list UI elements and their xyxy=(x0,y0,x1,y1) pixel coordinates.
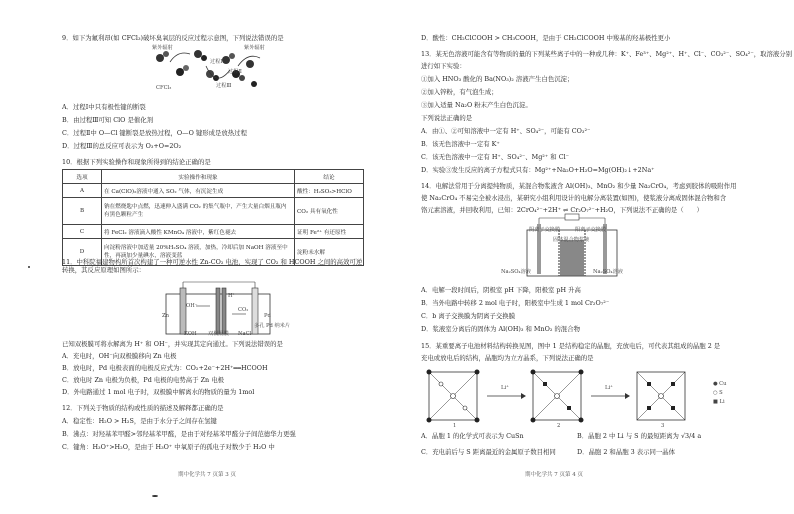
q15-legend-li: ■ Li xyxy=(713,399,725,405)
q13-option-c: C．该无色溶液中一定有 H⁺、SO₄²⁻、Mg²⁺ 和 Cl⁻ xyxy=(421,153,569,161)
q11-label-zn: Zn xyxy=(162,313,169,319)
q13-option-d: D．实验③发生反应的离子方程式只有：Mg²⁺+Na₂O+H₂O=Mg(OH)₂↓+2Na⁺ xyxy=(421,166,655,174)
q10-header-operation: 实验操作和现象 xyxy=(102,170,295,184)
q9-option-c: C．过程Ⅱ中 O—Cl 键断裂是放热过程，O—O 键形成是放热过程 xyxy=(62,129,247,137)
q15-cell-label-3: 3 xyxy=(661,423,665,429)
q11-option-d: D．外电路通过 1 mol 电子时，双极膜中解离水的物质的量为 1mol xyxy=(62,388,255,396)
q9-label-step1: 过程Ⅰ xyxy=(210,59,223,65)
q13-option-a: A．由①、②可知溶液中一定有 H⁺、SO₄²⁻，可能有 CO₃²⁻ xyxy=(421,127,591,135)
q15-arrow-label-1: Li⁺ xyxy=(501,385,509,391)
q15-option-b: B．晶胞 2 中 Li 与 S 的最短距离为 √3/4 a xyxy=(577,432,702,440)
q14-stem-line2: 使 Na₂CrO₄ 不易完全被水浸出，某研究小组利用设计的电解分离装置(如图)，使浆液分离成固体混合物和含 xyxy=(421,194,727,202)
q11-option-b: B．放电时，Pd 电极表面的电极反应式为：CO₂+2e⁻+2H⁺══HCOOH xyxy=(62,364,268,372)
q15-crystal-cells xyxy=(425,366,705,428)
q10-row-d-operation: 向淀粉溶液中加适量 20%H₂SO₄ 溶液，加热，冷却后加 NaOH 溶液至中性，再滴加少量碘水，溶液变蓝 xyxy=(102,239,295,266)
table-row xyxy=(63,184,364,198)
q10-row-d-conclusion: 淀粉未水解 xyxy=(295,239,364,266)
q15-cell-label-2: 2 xyxy=(557,423,561,429)
q10-header-conclusion: 结论 xyxy=(295,170,364,184)
q10-row-c-operation: 将 FeCl₂ 溶液滴入酸性 KMnO₄ 溶液中，紫红色褪去 xyxy=(102,225,295,239)
q14-option-d: D．浆液室分离后的固体为 Al(OH)₃ 和 MnO₂ 的混合物 xyxy=(421,325,580,333)
q13-step-3: ③加入适量 Na₂O 粉末产生白色沉淀。 xyxy=(421,101,532,109)
q12-option-d: D．酸性：CH₂ClCOOH > CH₃COOH，是由于 CH₂ClCOOH 中羧基的羟基极性更小 xyxy=(421,34,671,42)
q9-option-b: B．由过程Ⅲ可知 ClO 是催化剂 xyxy=(62,116,154,124)
q9-option-d: D．过程Ⅲ的总反应可表示为 O₃+O=2O₂ xyxy=(62,142,182,150)
q10-row-b-operation: 钠在燃烧匙中点燃，迅速伸入盛满 CO₂ 的集气瓶中，产生大量白烟且瓶内有黑色颗粒产生 xyxy=(102,198,295,225)
q15-arrow-label-2: Li⁺ xyxy=(605,385,613,391)
q14-label-slurry: 固体混合物浆液 xyxy=(553,237,590,243)
q9-label-uv2: 紫外辐射 xyxy=(244,45,265,51)
q11-label-h: H⁺ xyxy=(228,293,236,299)
q10-row-c-conclusion: 证明 Fe²⁺ 有还原性 xyxy=(295,225,364,239)
q11-stem: 11．中科院福建物构所首次构建了一种可逆水性 Zn-CO₂ 电池，实现了 CO₂ 和 HCOOH 之间的高效可逆转换，其反应原理如图所示： xyxy=(62,258,363,274)
q10-row-b-conclusion: CO₂ 具有氧化性 xyxy=(295,198,364,225)
q14-label-na2so4-left: Na₂SO₄溶液 xyxy=(501,269,531,275)
q13-stem-line1: 13．某无色溶液可能含有等物质的量的下列某些离子中的一种或几种：K⁺、Fe³⁺、Mg²⁺、H⁺、Cl⁻、CO₃²⁻、SO₄²⁻，取溶液分别 xyxy=(421,50,793,58)
q10-header-option: 选项 xyxy=(63,170,102,184)
q13-ask: 下列说法正确的是 xyxy=(421,114,473,122)
q13-option-b: B．该无色溶液中一定有 K⁺ xyxy=(421,140,500,148)
q11-label-oh: OH⁻ xyxy=(186,303,198,309)
q15-stem-line1: 15．某重要离子电池材料结构转换见图，图中 1 是结构稳定的晶胞，充放电后，可代表其组成的晶胞 2 是 xyxy=(421,342,721,350)
q10-row-a-option: A xyxy=(63,184,102,198)
q14-option-b: B．当外电路中转移 2 mol 电子时，阳极室中生成 1 mol Cr₂O₇²⁻ xyxy=(421,299,610,307)
q11-label-koh: KOH xyxy=(184,331,197,337)
right-page xyxy=(397,0,794,514)
q14-stem-line3: 铬元素溶液，并回收利用，已知：2CrO₄²⁻+2H⁺ ⇌ Cr₂O₇²⁻+H₂O，下列说法不正确的是（ ） xyxy=(421,206,703,214)
q11-label-co2: CO₂ xyxy=(238,307,249,313)
q10-table xyxy=(62,169,364,266)
q10-row-b-option: B xyxy=(63,198,102,225)
q9-label-uv1: 紫外辐射 xyxy=(152,45,173,51)
q11-note: 已知双极膜可将水解离为 H⁺ 和 OH⁻，并实现其定向通过。下列说法错误的是 xyxy=(62,340,283,348)
q10-stem: 10．根据下列实验操作和现象所得到的结论正确的是 xyxy=(62,158,211,166)
table-row xyxy=(63,198,364,225)
q12-option-c: C．键角：H₃O⁺>H₂O，是由于 H₃O⁺ 中氧原子的孤电子对数少于 H₂O 中 xyxy=(62,443,275,451)
q14-option-c: C．b 离子交换膜为阴离子交换膜 xyxy=(421,312,516,320)
q15-legend-cu: ● Cu xyxy=(713,381,727,387)
q14-label-anion-membrane: 阴离子交换膜 xyxy=(529,227,561,233)
q14-option-a: A．电解一段时间后，阴极室 pH 下降，阳极室 pH 升高 xyxy=(421,286,581,294)
q9-label-step2: 过程Ⅱ xyxy=(228,69,242,75)
q13-step-1: ①加入 HNO₃ 酸化的 Ba(NO₃)₂ 溶液产生白色沉淀； xyxy=(421,75,574,83)
q10-table-header xyxy=(63,170,364,184)
q15-option-c: C．充电前后与 S 距离最近的金属原子数目相同 xyxy=(421,448,556,456)
table-row xyxy=(63,225,364,239)
q14-label-na2so4-right: Na₂SO₄溶液 xyxy=(593,269,623,275)
q11-label-pd: Pd xyxy=(264,313,271,319)
left-page-footer: 期中化学共 7 页第 3 页 xyxy=(178,472,236,478)
q13-step-2: ②加入锌粉，有气泡生成； xyxy=(421,88,498,96)
q13-stem-line2: 进行如下实验： xyxy=(421,62,466,70)
q15-option-a: A．晶胞 1 的化学式可表示为 CuSn xyxy=(421,432,524,440)
q11-label-pd-nanosheet: 多孔 Pd 纳米片 xyxy=(254,323,291,329)
q14-label-cation-membrane: 阳离子交换膜 xyxy=(575,227,607,233)
q12-option-b: B．沸点：对羟基苯甲醛>邻羟基苯甲醛，是由于对羟基苯甲醛分子间范德华力更强 xyxy=(62,430,296,438)
q14-stem-line1: 14．电解法常用于分离提纯物质，某混合物浆液含 Al(OH)₃、MnO₂ 和少量 Na₂CrO₄，考虑到胶体的吸附作用 xyxy=(421,182,737,190)
q15-legend-s: ○ S xyxy=(713,390,723,396)
q11-label-nacl: NaCl xyxy=(238,331,252,337)
q9-label-cfcl3: CFCl₃ xyxy=(156,85,172,91)
q10-row-a-conclusion: 酸性：H₂SO₃>HClO xyxy=(295,184,364,198)
q15-stem-line2: 充电或放电后的结构，晶胞均为立方晶系，下列说法正确的是 xyxy=(421,354,594,362)
scan-speck xyxy=(152,495,158,497)
q9-option-a: A．过程Ⅰ中只有极性键的断裂 xyxy=(62,103,146,111)
scan-speck xyxy=(28,266,30,268)
q15-cell-label-1: 1 xyxy=(453,423,457,429)
q10-row-d-option: D xyxy=(63,239,102,266)
right-page-footer: 期中化学共 7 页第 4 页 xyxy=(525,472,583,478)
q9-label-step3: 过程Ⅲ xyxy=(216,83,232,89)
q9-stem: 9．如下为氟利昂(如 CFCl₃)破坏臭氧层的反应过程示意图，下列说法错误的是 xyxy=(62,34,284,42)
q11-option-c: C．放电时 Zn 电极为负极，Pd 电极的电势高于 Zn 电极 xyxy=(62,376,224,384)
q11-label-bipolar: 双极隔膜 xyxy=(208,331,229,337)
q12-option-a: A．稳定性：H₂O > H₂S，是由于水分子之间存在氢键 xyxy=(62,417,217,425)
q10-row-a-operation: 在 Ca(ClO)₂溶液中通入 SO₂ 气体，有沉淀生成 xyxy=(102,184,295,198)
q12-stem: 12．下列关于物质的结构或性质的描述及解释都正确的是 xyxy=(62,404,224,412)
q11-option-a: A．充电时，OH⁻向双极膜移向 Zn 电极 xyxy=(62,352,177,360)
q10-row-c-option: C xyxy=(63,225,102,239)
q15-option-d: D．晶胞 2 和晶胞 3 表示同一晶体 xyxy=(577,448,676,456)
